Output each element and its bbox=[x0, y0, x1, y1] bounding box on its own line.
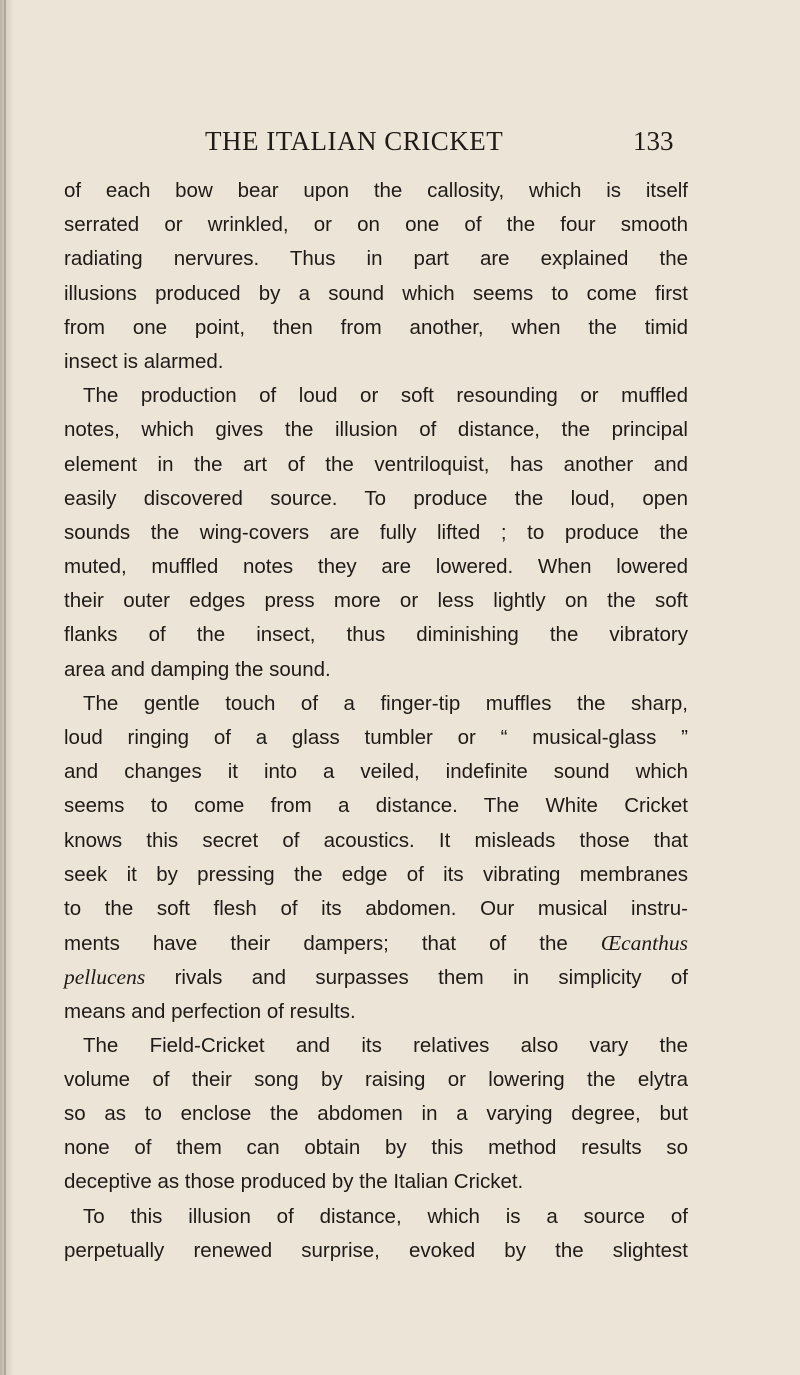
text-line: volume of their song by raising or lowering the elytra bbox=[64, 1067, 688, 1091]
text-line: none of them can obtain by this method results so bbox=[64, 1136, 688, 1160]
text-line: seek it by pressing the edge of its vibrating membranes bbox=[64, 862, 688, 886]
page-number: 133 bbox=[633, 126, 674, 156]
text-line: means and perfection of results. bbox=[64, 999, 356, 1023]
text-line: easily discovered source. To produce the loud, open bbox=[64, 486, 688, 510]
text-line: and changes it into a veiled, indefinite sound which bbox=[64, 760, 688, 784]
text-line: To this illusion of distance, which is a source of bbox=[83, 1204, 688, 1228]
text-line: serrated or wrinkled, or on one of the four smooth bbox=[64, 213, 688, 237]
text-line: insect is alarmed. bbox=[64, 349, 224, 373]
text-line: so as to enclose the abdomen in a varying degree, but bbox=[64, 1102, 688, 1126]
text-segment: ments have their dampers; that of the bbox=[64, 932, 601, 956]
text-line: illusions produced by a sound which seems to come first bbox=[64, 281, 688, 305]
species-name-italic: pellucens bbox=[64, 965, 146, 990]
text-line: The gentle touch of a finger-tip muffles the sharp, bbox=[83, 691, 688, 715]
text-line: from one point, then from another, when the timid bbox=[64, 315, 688, 339]
text-line bbox=[64, 926, 688, 960]
page-header bbox=[0, 126, 800, 162]
text-line: element in the art of the ventriloquist, has another and bbox=[64, 452, 688, 476]
text-line: of each bow bear upon the callosity, which is itself bbox=[64, 179, 688, 202]
text-line: their outer edges press more or less lightly on the soft bbox=[64, 589, 688, 613]
text-line: knows this secret of acoustics. It misleads those that bbox=[64, 828, 688, 852]
text-line: seems to come from a distance. The White Cricket bbox=[64, 794, 688, 818]
page-gutter-shadow bbox=[0, 0, 14, 1375]
text-line: deceptive as those produced by the Italian Cricket. bbox=[64, 1170, 524, 1194]
species-name-italic: Œcanthus bbox=[600, 931, 688, 956]
text-line: area and damping the sound. bbox=[64, 657, 331, 681]
text-segment: rivals and surpasses them in simplicity of bbox=[145, 966, 688, 990]
text-line bbox=[64, 960, 688, 994]
text-line: The production of loud or soft resounding or muffled bbox=[83, 384, 688, 408]
text-line: to the soft flesh of its abdomen. Our musical instru- bbox=[64, 896, 688, 920]
text-line: flanks of the insect, thus diminishing the vibratory bbox=[64, 623, 688, 647]
text-line: The Field-Cricket and its relatives also vary the bbox=[83, 1033, 688, 1057]
text-line: perpetually renewed surprise, evoked by the slightest bbox=[64, 1238, 688, 1262]
text-line: muted, muffled notes they are lowered. When lowered bbox=[64, 555, 688, 579]
body-text bbox=[64, 174, 688, 1268]
text-line: loud ringing of a glass tumbler or “ musical-glass ” bbox=[64, 726, 688, 749]
text-line: radiating nervures. Thus in part are explained the bbox=[64, 247, 688, 271]
text-line: notes, which gives the illusion of distance, the principal bbox=[64, 418, 688, 442]
running-title: THE ITALIAN CRICKET bbox=[205, 126, 504, 156]
binding-edge bbox=[4, 0, 6, 1375]
text-line: sounds the wing-covers are fully lifted ; to produce the bbox=[64, 520, 688, 544]
